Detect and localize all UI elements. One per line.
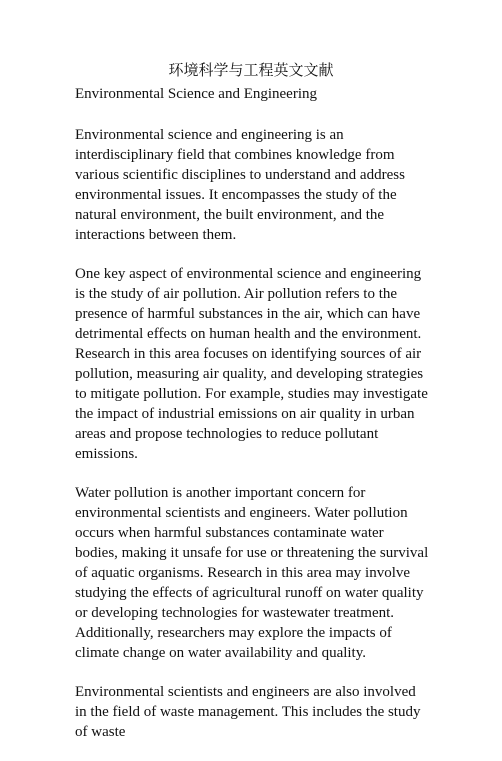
paragraph-air-pollution: One key aspect of environmental science and engineering is the study of air pollution. Air pollution refers to the presence of harmful substances in the air, which can have detrimental effects on human health and the environment. Research in this area focuses on identifying sources of air pollution, measuring air quality, and developing strategies to mitigate pollution. For example, studies may investigate the impact of industrial emissions on air quality in urban areas and propose technologies to reduce pollutant emissions. [75, 266, 428, 462]
paragraph-intro: Environmental science and engineering is an interdisciplinary field that combines knowledge from various scientific disciplines to understand and address environmental issues. It encompasses the study of the natural environment, the built environment, and the interactions between them. [75, 127, 405, 243]
document-body [75, 84, 429, 761]
paragraph-water-pollution: Water pollution is another important concern for environmental scientists and engineers. Water pollution occurs when harmful substances contaminate water bodies, making it unsafe for use or threatening the survival of aquatic organisms. Research in this area may involve studying the effects of agricultural runoff on water quality or developing technologies for wastewater treatment. Additionally, researchers may explore the impacts of climate change on water availability and quality. [75, 485, 429, 661]
document-title: 环境科学与工程英文文献 [168, 61, 334, 79]
section-heading: Environmental Science and Engineering [75, 86, 317, 102]
paragraph-waste-management: Environmental scientists and engineers are also involved in the field of waste management. This includes the study of waste [75, 684, 421, 740]
